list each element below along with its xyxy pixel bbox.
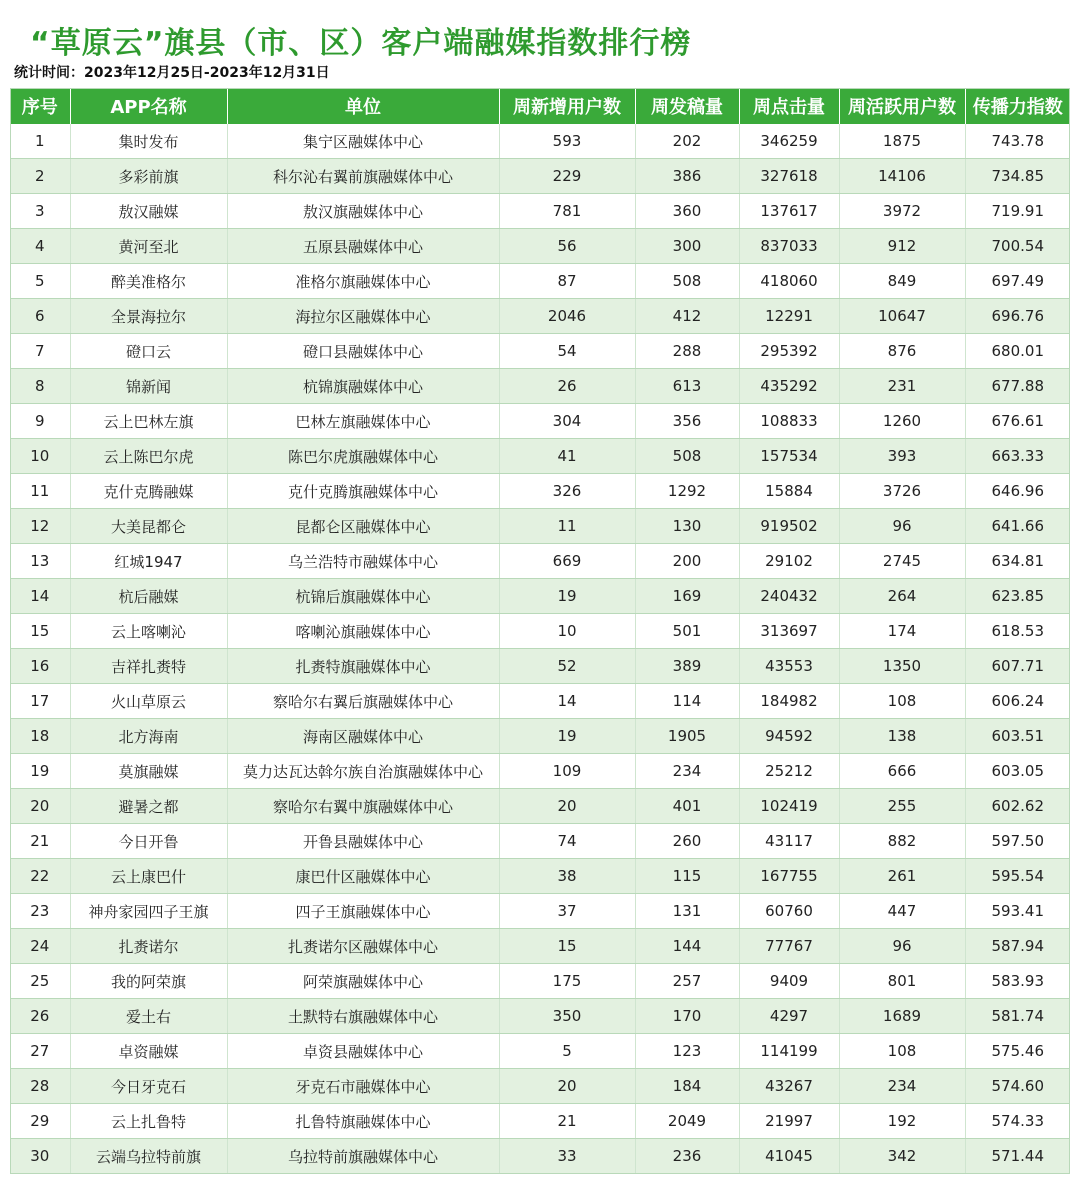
clicks-cell: 418060: [739, 264, 839, 299]
posts-cell: 300: [635, 229, 739, 264]
table-row: [10, 159, 1070, 194]
rank-cell: 30: [10, 1139, 70, 1174]
index-cell: 618.53: [965, 614, 1070, 649]
index-cell: 595.54: [965, 859, 1070, 894]
header-weekly-active-users: 周活跃用户数: [839, 88, 965, 124]
clicks-cell: 12291: [739, 299, 839, 334]
app-name-cell: 锦新闻: [70, 369, 227, 404]
active-users-cell: 876: [839, 334, 965, 369]
index-cell: 641.66: [965, 509, 1070, 544]
active-users-cell: 108: [839, 1034, 965, 1069]
active-users-cell: 393: [839, 439, 965, 474]
rank-cell: 5: [10, 264, 70, 299]
posts-cell: 356: [635, 404, 739, 439]
posts-cell: 131: [635, 894, 739, 929]
unit-cell: 牙克石市融媒体中心: [227, 1069, 499, 1104]
table-row: [10, 369, 1070, 404]
rank-cell: 16: [10, 649, 70, 684]
rank-cell: 21: [10, 824, 70, 859]
new-users-cell: 10: [499, 614, 635, 649]
posts-cell: 257: [635, 964, 739, 999]
unit-cell: 科尔沁右翼前旗融媒体中心: [227, 159, 499, 194]
posts-cell: 412: [635, 299, 739, 334]
app-name-cell: 大美昆都仑: [70, 509, 227, 544]
index-cell: 603.05: [965, 754, 1070, 789]
app-name-cell: 全景海拉尔: [70, 299, 227, 334]
new-users-cell: 54: [499, 334, 635, 369]
index-cell: 700.54: [965, 229, 1070, 264]
active-users-cell: 261: [839, 859, 965, 894]
new-users-cell: 229: [499, 159, 635, 194]
app-name-cell: 我的阿荣旗: [70, 964, 227, 999]
active-users-cell: 3726: [839, 474, 965, 509]
rank-cell: 10: [10, 439, 70, 474]
unit-cell: 杭锦旗融媒体中心: [227, 369, 499, 404]
index-cell: 623.85: [965, 579, 1070, 614]
index-cell: 581.74: [965, 999, 1070, 1034]
table-row: [10, 894, 1070, 929]
unit-cell: 扎鲁特旗融媒体中心: [227, 1104, 499, 1139]
clicks-cell: 240432: [739, 579, 839, 614]
unit-cell: 集宁区融媒体中心: [227, 124, 499, 159]
table-row: [10, 859, 1070, 894]
new-users-cell: 109: [499, 754, 635, 789]
ranking-table: [10, 88, 1070, 1174]
clicks-cell: 15884: [739, 474, 839, 509]
rank-cell: 6: [10, 299, 70, 334]
table-row: [10, 124, 1070, 159]
header-rank: 序号: [10, 88, 70, 124]
rank-cell: 14: [10, 579, 70, 614]
unit-cell: 开鲁县融媒体中心: [227, 824, 499, 859]
table-row: [10, 509, 1070, 544]
posts-cell: 389: [635, 649, 739, 684]
table-row: [10, 229, 1070, 264]
table-row: [10, 474, 1070, 509]
table-row: [10, 404, 1070, 439]
new-users-cell: 41: [499, 439, 635, 474]
rank-cell: 3: [10, 194, 70, 229]
rank-cell: 23: [10, 894, 70, 929]
new-users-cell: 593: [499, 124, 635, 159]
unit-cell: 扎赉诺尔区融媒体中心: [227, 929, 499, 964]
posts-cell: 260: [635, 824, 739, 859]
active-users-cell: 801: [839, 964, 965, 999]
index-cell: 676.61: [965, 404, 1070, 439]
clicks-cell: 435292: [739, 369, 839, 404]
table-row: [10, 999, 1070, 1034]
table-row: [10, 264, 1070, 299]
app-name-cell: 云上康巴什: [70, 859, 227, 894]
app-name-cell: 火山草原云: [70, 684, 227, 719]
index-cell: 607.71: [965, 649, 1070, 684]
table-row: [10, 194, 1070, 229]
posts-cell: 501: [635, 614, 739, 649]
index-cell: 583.93: [965, 964, 1070, 999]
posts-cell: 360: [635, 194, 739, 229]
unit-cell: 察哈尔右翼中旗融媒体中心: [227, 789, 499, 824]
clicks-cell: 9409: [739, 964, 839, 999]
table-row: [10, 789, 1070, 824]
active-users-cell: 849: [839, 264, 965, 299]
new-users-cell: 20: [499, 1069, 635, 1104]
posts-cell: 123: [635, 1034, 739, 1069]
posts-cell: 613: [635, 369, 739, 404]
app-name-cell: 醉美准格尔: [70, 264, 227, 299]
clicks-cell: 60760: [739, 894, 839, 929]
table-row: [10, 649, 1070, 684]
table-row: [10, 299, 1070, 334]
clicks-cell: 184982: [739, 684, 839, 719]
rank-cell: 17: [10, 684, 70, 719]
new-users-cell: 56: [499, 229, 635, 264]
posts-cell: 1292: [635, 474, 739, 509]
new-users-cell: 5: [499, 1034, 635, 1069]
rank-cell: 22: [10, 859, 70, 894]
active-users-cell: 1350: [839, 649, 965, 684]
rank-cell: 2: [10, 159, 70, 194]
new-users-cell: 2046: [499, 299, 635, 334]
index-cell: 574.60: [965, 1069, 1070, 1104]
header-unit: 单位: [227, 88, 499, 124]
clicks-cell: 327618: [739, 159, 839, 194]
index-cell: 571.44: [965, 1139, 1070, 1174]
unit-cell: 五原县融媒体中心: [227, 229, 499, 264]
table-row: [10, 964, 1070, 999]
rank-cell: 19: [10, 754, 70, 789]
posts-cell: 200: [635, 544, 739, 579]
rank-cell: 20: [10, 789, 70, 824]
clicks-cell: 29102: [739, 544, 839, 579]
posts-cell: 144: [635, 929, 739, 964]
clicks-cell: 41045: [739, 1139, 839, 1174]
app-name-cell: 爱土右: [70, 999, 227, 1034]
posts-cell: 386: [635, 159, 739, 194]
unit-cell: 敖汉旗融媒体中心: [227, 194, 499, 229]
index-cell: 677.88: [965, 369, 1070, 404]
new-users-cell: 175: [499, 964, 635, 999]
index-cell: 734.85: [965, 159, 1070, 194]
clicks-cell: 114199: [739, 1034, 839, 1069]
new-users-cell: 33: [499, 1139, 635, 1174]
posts-cell: 170: [635, 999, 739, 1034]
app-name-cell: 神舟家园四子王旗: [70, 894, 227, 929]
rank-cell: 18: [10, 719, 70, 754]
clicks-cell: 167755: [739, 859, 839, 894]
app-name-cell: 云上喀喇沁: [70, 614, 227, 649]
clicks-cell: 108833: [739, 404, 839, 439]
table-row: [10, 439, 1070, 474]
posts-cell: 508: [635, 264, 739, 299]
index-cell: 574.33: [965, 1104, 1070, 1139]
header-influence-index: 传播力指数: [965, 88, 1070, 124]
new-users-cell: 669: [499, 544, 635, 579]
clicks-cell: 313697: [739, 614, 839, 649]
app-name-cell: 云上巴林左旗: [70, 404, 227, 439]
table-row: [10, 719, 1070, 754]
header-weekly-new-users: 周新增用户数: [499, 88, 635, 124]
active-users-cell: 912: [839, 229, 965, 264]
app-name-cell: 集时发布: [70, 124, 227, 159]
table-row: [10, 1069, 1070, 1104]
rank-cell: 15: [10, 614, 70, 649]
unit-cell: 卓资县融媒体中心: [227, 1034, 499, 1069]
new-users-cell: 304: [499, 404, 635, 439]
active-users-cell: 2745: [839, 544, 965, 579]
clicks-cell: 43553: [739, 649, 839, 684]
active-users-cell: 447: [839, 894, 965, 929]
table-row: [10, 754, 1070, 789]
table-row: [10, 544, 1070, 579]
table-header-row: [10, 88, 1070, 124]
app-name-cell: 今日开鲁: [70, 824, 227, 859]
unit-cell: 四子王旗融媒体中心: [227, 894, 499, 929]
clicks-cell: 837033: [739, 229, 839, 264]
rank-cell: 4: [10, 229, 70, 264]
clicks-cell: 137617: [739, 194, 839, 229]
clicks-cell: 21997: [739, 1104, 839, 1139]
index-cell: 587.94: [965, 929, 1070, 964]
active-users-cell: 10647: [839, 299, 965, 334]
index-cell: 696.76: [965, 299, 1070, 334]
posts-cell: 2049: [635, 1104, 739, 1139]
clicks-cell: 4297: [739, 999, 839, 1034]
table-row: [10, 1034, 1070, 1069]
clicks-cell: 102419: [739, 789, 839, 824]
index-cell: 646.96: [965, 474, 1070, 509]
active-users-cell: 342: [839, 1139, 965, 1174]
new-users-cell: 14: [499, 684, 635, 719]
index-cell: 603.51: [965, 719, 1070, 754]
statistics-period: 统计时间：2023年12月25日-2023年12月31日: [14, 65, 330, 81]
active-users-cell: 138: [839, 719, 965, 754]
table-row: [10, 824, 1070, 859]
active-users-cell: 3972: [839, 194, 965, 229]
table-body: [10, 124, 1070, 1174]
rank-cell: 13: [10, 544, 70, 579]
new-users-cell: 19: [499, 579, 635, 614]
active-users-cell: 1689: [839, 999, 965, 1034]
new-users-cell: 38: [499, 859, 635, 894]
unit-cell: 克什克腾旗融媒体中心: [227, 474, 499, 509]
table-row: [10, 1139, 1070, 1174]
new-users-cell: 52: [499, 649, 635, 684]
rank-cell: 28: [10, 1069, 70, 1104]
app-name-cell: 多彩前旗: [70, 159, 227, 194]
new-users-cell: 37: [499, 894, 635, 929]
clicks-cell: 346259: [739, 124, 839, 159]
app-name-cell: 今日牙克石: [70, 1069, 227, 1104]
table-row: [10, 929, 1070, 964]
table-row: [10, 334, 1070, 369]
active-users-cell: 174: [839, 614, 965, 649]
app-name-cell: 吉祥扎赉特: [70, 649, 227, 684]
active-users-cell: 264: [839, 579, 965, 614]
unit-cell: 阿荣旗融媒体中心: [227, 964, 499, 999]
rank-cell: 25: [10, 964, 70, 999]
posts-cell: 169: [635, 579, 739, 614]
clicks-cell: 157534: [739, 439, 839, 474]
clicks-cell: 43267: [739, 1069, 839, 1104]
header-weekly-posts: 周发稿量: [635, 88, 739, 124]
rank-cell: 24: [10, 929, 70, 964]
clicks-cell: 77767: [739, 929, 839, 964]
unit-cell: 海南区融媒体中心: [227, 719, 499, 754]
index-cell: 634.81: [965, 544, 1070, 579]
active-users-cell: 14106: [839, 159, 965, 194]
index-cell: 697.49: [965, 264, 1070, 299]
rank-cell: 29: [10, 1104, 70, 1139]
app-name-cell: 云上陈巴尔虎: [70, 439, 227, 474]
active-users-cell: 108: [839, 684, 965, 719]
unit-cell: 准格尔旗融媒体中心: [227, 264, 499, 299]
unit-cell: 扎赉特旗融媒体中心: [227, 649, 499, 684]
new-users-cell: 87: [499, 264, 635, 299]
active-users-cell: 255: [839, 789, 965, 824]
posts-cell: 130: [635, 509, 739, 544]
app-name-cell: 卓资融媒: [70, 1034, 227, 1069]
index-cell: 575.46: [965, 1034, 1070, 1069]
posts-cell: 115: [635, 859, 739, 894]
clicks-cell: 25212: [739, 754, 839, 789]
app-name-cell: 云上扎鲁特: [70, 1104, 227, 1139]
active-users-cell: 882: [839, 824, 965, 859]
active-users-cell: 96: [839, 509, 965, 544]
rank-cell: 26: [10, 999, 70, 1034]
index-cell: 719.91: [965, 194, 1070, 229]
active-users-cell: 231: [839, 369, 965, 404]
table-row: [10, 1104, 1070, 1139]
new-users-cell: 74: [499, 824, 635, 859]
rank-cell: 7: [10, 334, 70, 369]
new-users-cell: 19: [499, 719, 635, 754]
active-users-cell: 666: [839, 754, 965, 789]
unit-cell: 磴口县融媒体中心: [227, 334, 499, 369]
unit-cell: 察哈尔右翼后旗融媒体中心: [227, 684, 499, 719]
rank-cell: 1: [10, 124, 70, 159]
posts-cell: 184: [635, 1069, 739, 1104]
app-name-cell: 莫旗融媒: [70, 754, 227, 789]
app-name-cell: 扎赉诺尔: [70, 929, 227, 964]
unit-cell: 莫力达瓦达斡尔族自治旗融媒体中心: [227, 754, 499, 789]
page-title: “草原云”旗县（市、区）客户端融媒指数排行榜: [30, 26, 692, 61]
table-row: [10, 579, 1070, 614]
app-name-cell: 北方海南: [70, 719, 227, 754]
index-cell: 606.24: [965, 684, 1070, 719]
active-users-cell: 192: [839, 1104, 965, 1139]
header-weekly-clicks: 周点击量: [739, 88, 839, 124]
rank-cell: 11: [10, 474, 70, 509]
active-users-cell: 96: [839, 929, 965, 964]
active-users-cell: 1875: [839, 124, 965, 159]
index-cell: 602.62: [965, 789, 1070, 824]
new-users-cell: 326: [499, 474, 635, 509]
new-users-cell: 20: [499, 789, 635, 824]
unit-cell: 乌拉特前旗融媒体中心: [227, 1139, 499, 1174]
unit-cell: 土默特右旗融媒体中心: [227, 999, 499, 1034]
rank-cell: 9: [10, 404, 70, 439]
clicks-cell: 43117: [739, 824, 839, 859]
table-row: [10, 614, 1070, 649]
app-name-cell: 杭后融媒: [70, 579, 227, 614]
index-cell: 597.50: [965, 824, 1070, 859]
unit-cell: 杭锦后旗融媒体中心: [227, 579, 499, 614]
clicks-cell: 919502: [739, 509, 839, 544]
unit-cell: 乌兰浩特市融媒体中心: [227, 544, 499, 579]
unit-cell: 康巴什区融媒体中心: [227, 859, 499, 894]
app-name-cell: 磴口云: [70, 334, 227, 369]
rank-cell: 8: [10, 369, 70, 404]
unit-cell: 巴林左旗融媒体中心: [227, 404, 499, 439]
app-name-cell: 红城1947: [70, 544, 227, 579]
app-name-cell: 敖汉融媒: [70, 194, 227, 229]
index-cell: 743.78: [965, 124, 1070, 159]
new-users-cell: 26: [499, 369, 635, 404]
clicks-cell: 295392: [739, 334, 839, 369]
app-name-cell: 云端乌拉特前旗: [70, 1139, 227, 1174]
new-users-cell: 350: [499, 999, 635, 1034]
index-cell: 680.01: [965, 334, 1070, 369]
posts-cell: 288: [635, 334, 739, 369]
clicks-cell: 94592: [739, 719, 839, 754]
posts-cell: 1905: [635, 719, 739, 754]
unit-cell: 海拉尔区融媒体中心: [227, 299, 499, 334]
table-row: [10, 684, 1070, 719]
posts-cell: 234: [635, 754, 739, 789]
rank-cell: 27: [10, 1034, 70, 1069]
new-users-cell: 15: [499, 929, 635, 964]
app-name-cell: 克什克腾融媒: [70, 474, 227, 509]
new-users-cell: 781: [499, 194, 635, 229]
posts-cell: 401: [635, 789, 739, 824]
index-cell: 593.41: [965, 894, 1070, 929]
unit-cell: 陈巴尔虎旗融媒体中心: [227, 439, 499, 474]
active-users-cell: 234: [839, 1069, 965, 1104]
unit-cell: 喀喇沁旗融媒体中心: [227, 614, 499, 649]
new-users-cell: 11: [499, 509, 635, 544]
app-name-cell: 黄河至北: [70, 229, 227, 264]
index-cell: 663.33: [965, 439, 1070, 474]
new-users-cell: 21: [499, 1104, 635, 1139]
posts-cell: 236: [635, 1139, 739, 1174]
posts-cell: 508: [635, 439, 739, 474]
unit-cell: 昆都仑区融媒体中心: [227, 509, 499, 544]
app-name-cell: 避暑之都: [70, 789, 227, 824]
rank-cell: 12: [10, 509, 70, 544]
posts-cell: 114: [635, 684, 739, 719]
active-users-cell: 1260: [839, 404, 965, 439]
header-app-name: APP名称: [70, 88, 227, 124]
posts-cell: 202: [635, 124, 739, 159]
